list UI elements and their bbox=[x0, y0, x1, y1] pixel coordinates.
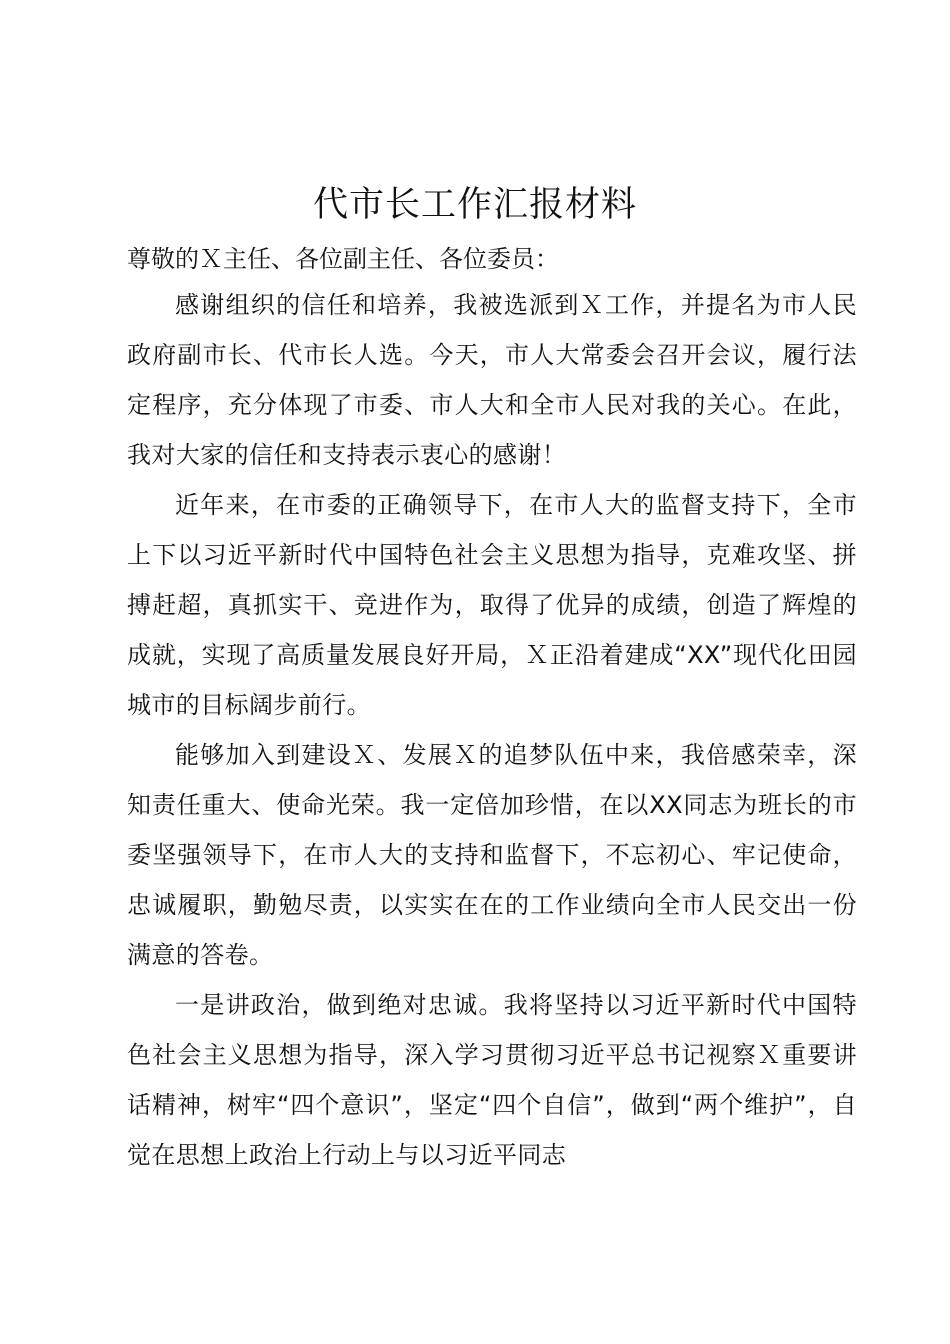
paragraph-point-one: 一是讲政治，做到绝对忠诚。我将坚持以习近平新时代中国特色社会主义思想为指导，深入学习贯彻习近平总书记视察Ｘ重要讲话精神，树牢“四个意识”，坚定“四个自信”，做到“两个维护”，自觉在思想上政治上行动上与以习近平同志 bbox=[127, 991, 857, 1169]
document-body bbox=[127, 280, 857, 1180]
paragraph-commitment: 能够加入到建设Ｘ、发展Ｘ的追梦队伍中来，我倍感荣幸，深知责任重大、使命光荣。我一定倍加珍惜，在以XX同志为班长的市委坚强领导下，在市人大的支持和监督下，不忘初心、牢记使命，忠诚履职，勤勉尽责，以实实在在的工作业绩向全市人民交出一份满意的答卷。 bbox=[127, 741, 857, 969]
salutation: 尊敬的Ｘ主任、各位副主任、各位委员： bbox=[127, 245, 559, 273]
paragraph-thanks: 感谢组织的信任和培养，我被选派到Ｘ工作，并提名为市人民政府副市长、代市长人选。今天，市人大常委会召开会议，履行法定程序，充分体现了市委、市人大和全市人民对我的关心。在此，我对大家的信任和支持表示衷心的感谢！ bbox=[127, 291, 857, 469]
paragraph-achievements: 近年来，在市委的正确领导下，在市人大的监督支持下，全市上下以习近平新时代中国特色社会主义思想为指导，克难攻坚、拼搏赶超，真抓实干、竞进作为，取得了优异的成绩，创造了辉煌的成就，实现了高质量发展良好开局，Ｘ正沿着建成“XX”现代化田园城市的目标阔步前行。 bbox=[127, 491, 857, 719]
document-title: 代市长工作汇报材料 bbox=[312, 185, 637, 225]
